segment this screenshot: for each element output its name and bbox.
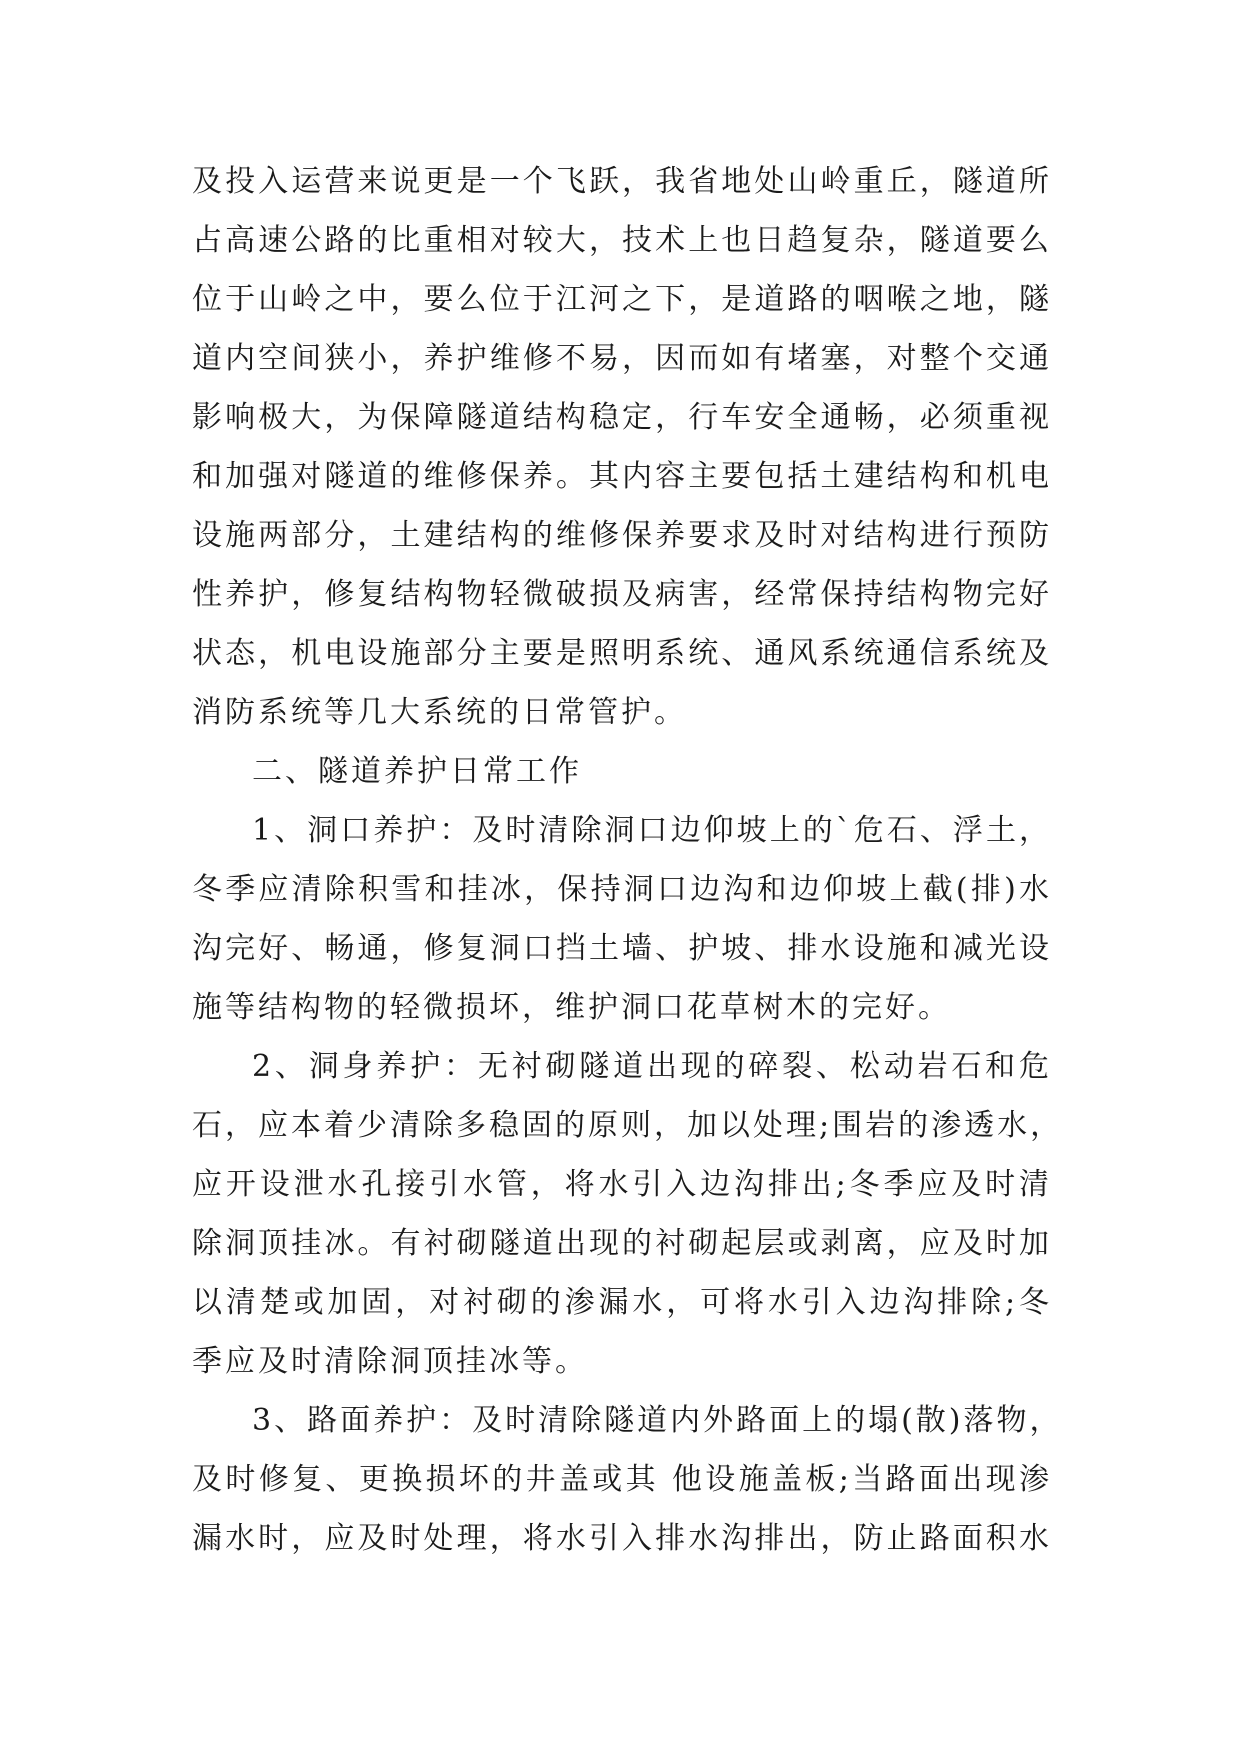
text-line: 应开设泄水孔接引水管，将水引入边沟排出;冬季应及时清 <box>192 1167 1052 1202</box>
text-line: 沟完好、畅通，修复洞口挡土墙、护坡、排水设施和减光设 <box>192 931 1052 966</box>
text-line: 影响极大，为保障隧道结构稳定，行车安全通畅，必须重视 <box>192 400 1052 435</box>
text-line: 冬季应清除积雪和挂冰，保持洞口边沟和边仰坡上截(排)水 <box>192 872 1052 907</box>
text-line: 及投入运营来说更是一个飞跃，我省地处山岭重丘，隧道所 <box>192 164 1052 199</box>
text-line: 消防系统等几大系统的日常管护。 <box>192 695 687 730</box>
text-line: 施等结构物的轻微损坏，维护洞口花草树木的完好。 <box>192 990 951 1025</box>
text-line: 和加强对隧道的维修保养。其内容主要包括土建结构和机电 <box>192 459 1052 494</box>
text-line: 占高速公路的比重相对较大，技术上也日趋复杂，隧道要么 <box>192 223 1052 258</box>
text-line: 以清楚或加固，对衬砌的渗漏水，可将水引入边沟排除;冬 <box>192 1285 1052 1320</box>
text-line: 性养护，修复结构物轻微破损及病害，经常保持结构物完好 <box>192 577 1052 612</box>
text-line: 道内空间狭小，养护维修不易，因而如有堵塞，对整个交通 <box>192 341 1052 376</box>
text-line: 漏水时，应及时处理，将水引入排水沟排出，防止路面积水 <box>192 1521 1052 1556</box>
text-line: 及时修复、更换损坏的井盖或其 他设施盖板;当路面出现渗 <box>192 1462 1052 1497</box>
text-line: 石，应本着少清除多稳固的原则，加以处理;围岩的渗透水， <box>192 1108 1064 1143</box>
text-line: 设施两部分，土建结构的维修保养要求及时对结构进行预防 <box>192 518 1052 553</box>
text-line: 状态，机电设施部分主要是照明系统、通风系统通信系统及 <box>192 636 1052 671</box>
text-line: 位于山岭之中，要么位于江河之下，是道路的咽喉之地，隧 <box>192 282 1052 317</box>
text-line: 1、洞口养护：及时清除洞口边仰坡上的`危石、浮土， <box>252 813 1052 848</box>
section-heading: 二、隧道养护日常工作 <box>252 754 582 789</box>
text-line: 2、洞身养护：无衬砌隧道出现的碎裂、松动岩石和危 <box>252 1049 1052 1084</box>
text-line: 除洞顶挂冰。有衬砌隧道出现的衬砌起层或剥离，应及时加 <box>192 1226 1052 1261</box>
text-line: 3、路面养护：及时清除隧道内外路面上的塌(散)落物， <box>252 1403 1063 1438</box>
text-line: 季应及时清除洞顶挂冰等。 <box>192 1344 588 1379</box>
body-text <box>192 152 1064 1568</box>
